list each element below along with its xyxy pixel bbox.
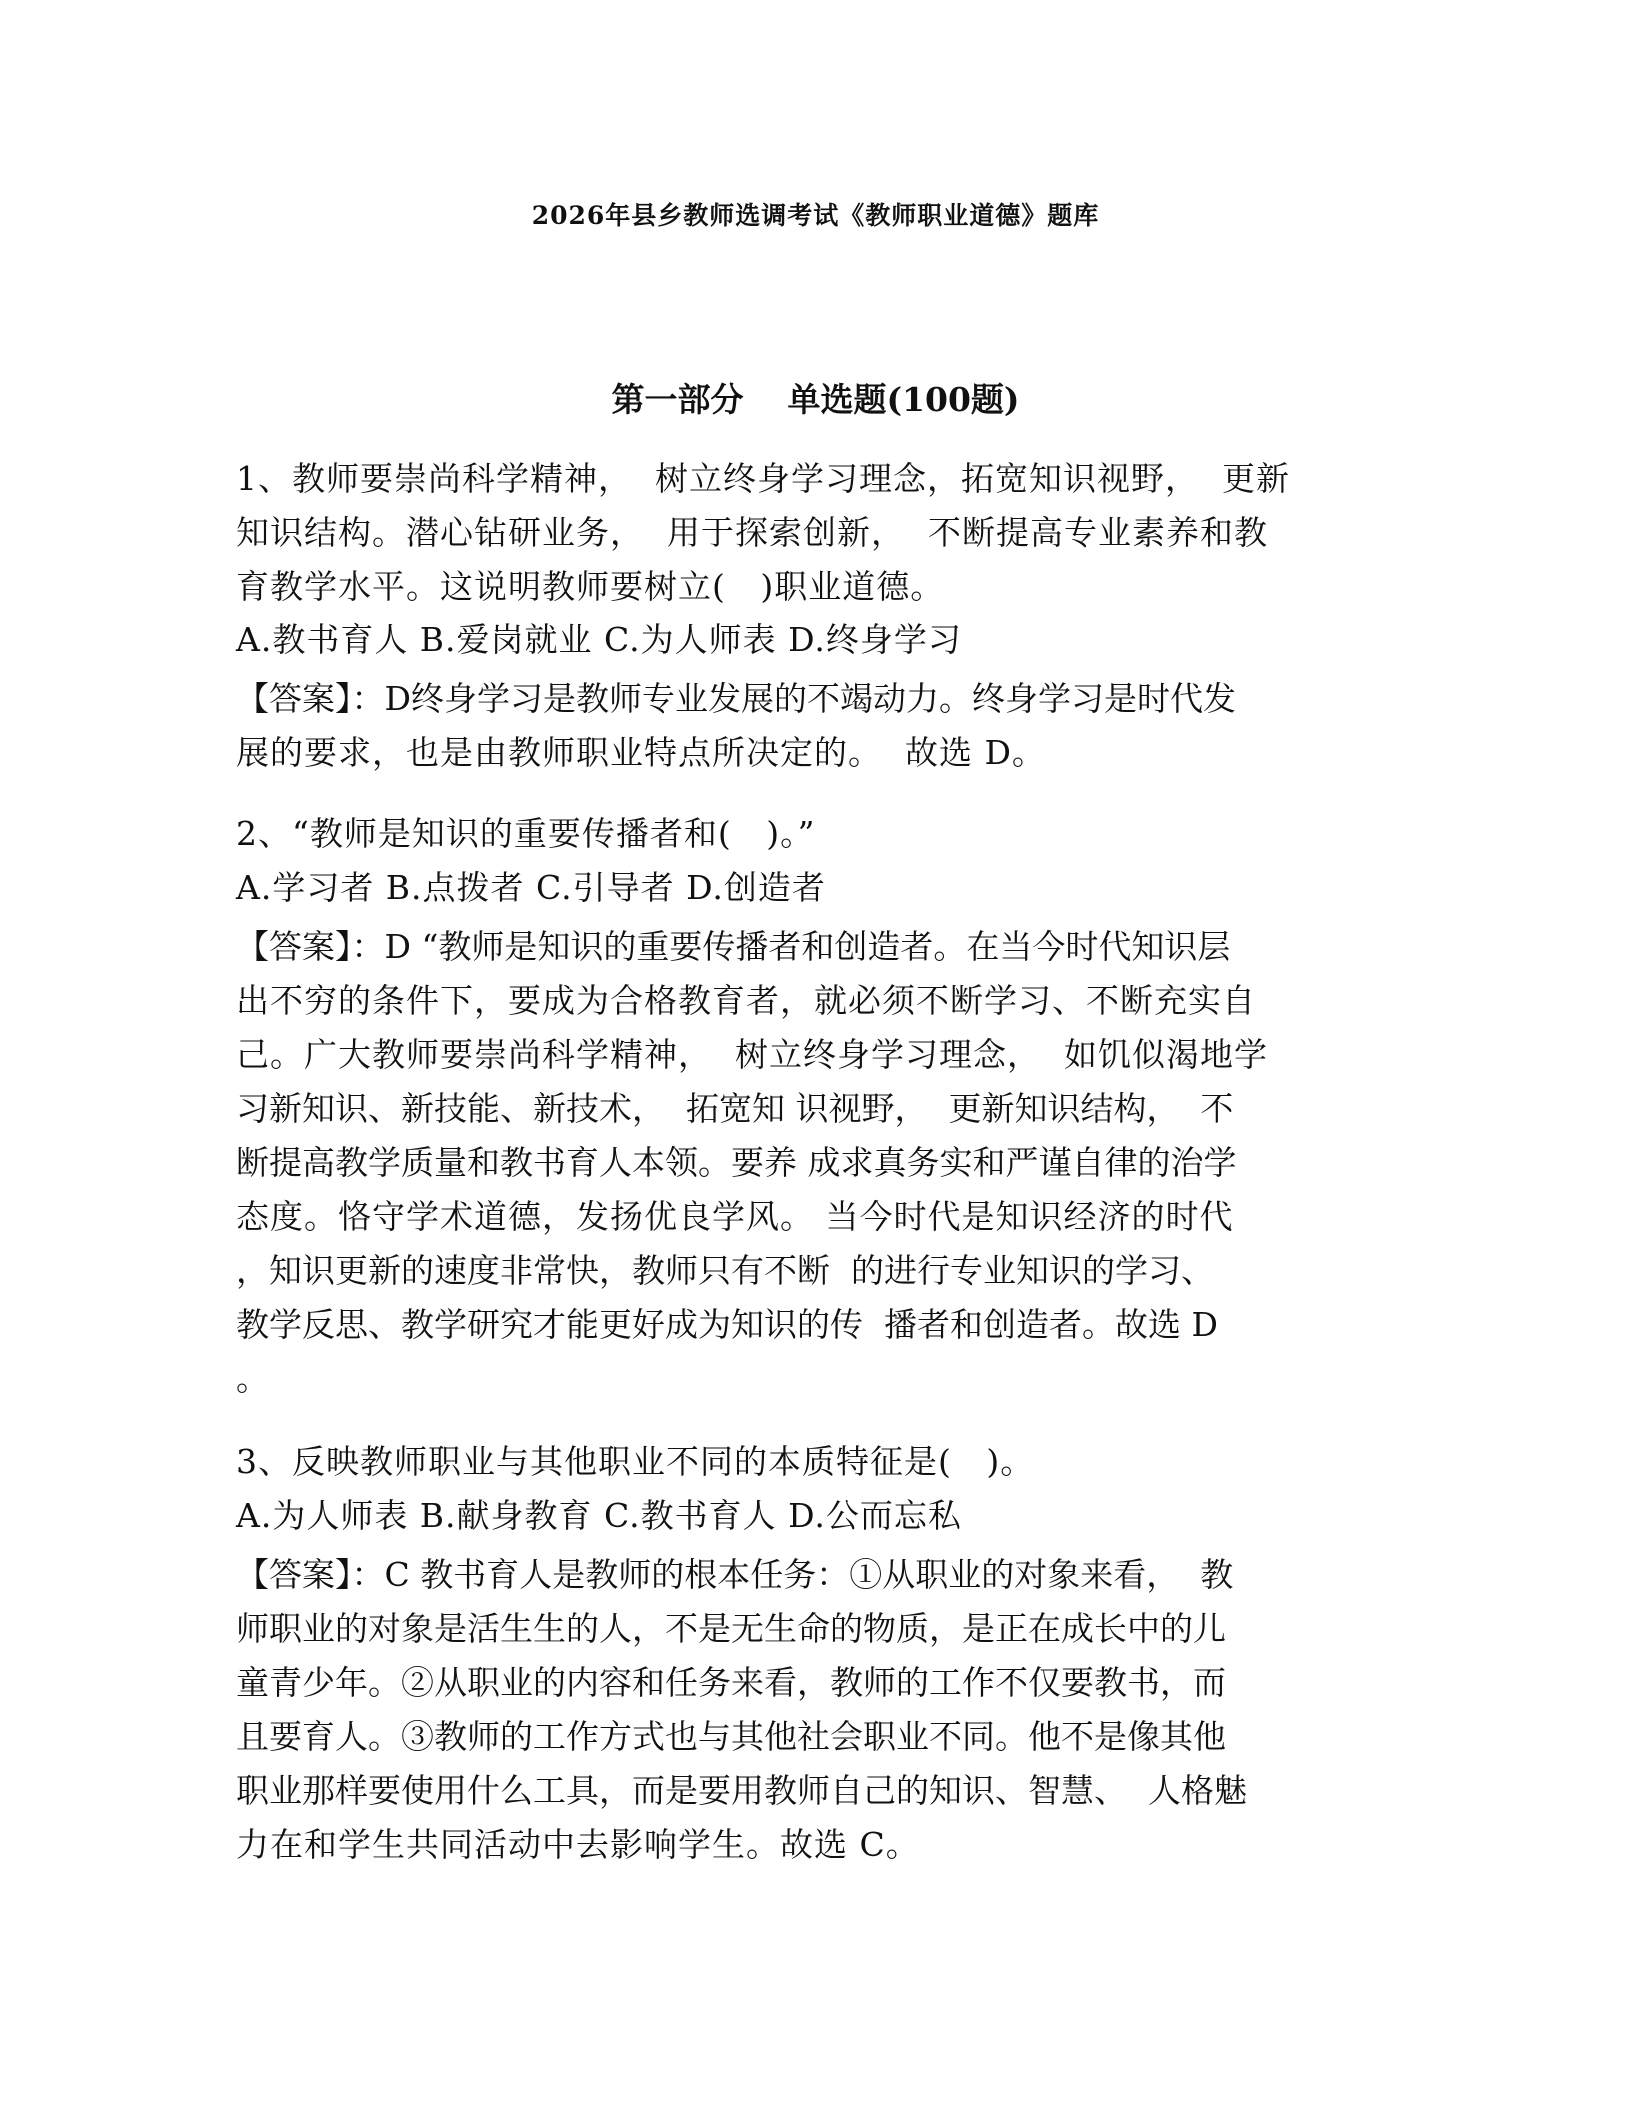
answer-line: 教学反思、教学研究才能更好成为知识的传 播者和创造者。故选 D: [236, 1305, 1218, 1344]
question-options: A.教书育人 B.爱岗就业 C.为人师表 D.终身学习: [236, 620, 962, 659]
answer-line: 出不穷的条件下，要成为合格教育者，就必须不断学习、不断充实自: [236, 981, 1256, 1020]
answer-line: 力在和学生共同活动中去影响学生。故选 C。: [236, 1825, 920, 1864]
answer-line: 展的要求，也是由教师职业特点所决定的。 故选 D。: [236, 733, 1046, 772]
answer-line: 【答案】：D “教师是知识的重要传播者和创造者。在当今时代知识层: [236, 927, 1231, 966]
answer-line: 且要育人。③教师的工作方式也与其他社会职业不同。他不是像其他: [236, 1717, 1226, 1756]
answer-line: ，知识更新的速度非常快，教师只有不断 的进行专业知识的学习、: [236, 1251, 1214, 1290]
section-heading: [0, 374, 1631, 421]
question-stem-line: 2、“教师是知识的重要传播者和( )。”: [236, 814, 816, 853]
answer-line: 己。广大教师要崇尚科学精神， 树立终身学习理念， 如饥似渴地学: [236, 1035, 1268, 1074]
section-name: 单选题(100题): [787, 380, 1020, 419]
question-stem-line: 1、教师要崇尚科学精神， 树立终身学习理念，拓宽知识视野， 更新: [236, 459, 1290, 498]
answer-line: 【答案】：D终身学习是教师专业发展的不竭动力。终身学习是时代发: [236, 679, 1236, 718]
answer-line: 职业那样要使用什么工具，而是要用教师自己的知识、智慧、 人格魅: [236, 1771, 1247, 1810]
answer-line: 童青少年。②从职业的内容和任务来看，教师的工作不仅要教书，而: [236, 1663, 1226, 1702]
document-title: 2026年县乡教师选调考试《教师职业道德》题库: [531, 201, 1100, 230]
answer-line: 【答案】：C 教书育人是教师的根本任务：①从职业的对象来看， 教: [236, 1555, 1234, 1594]
section-part: 第一部分: [611, 380, 744, 419]
question-options: A.学习者 B.点拨者 C.引导者 D.创造者: [236, 868, 826, 907]
answer-line: 师职业的对象是活生生的人，不是无生命的物质，是正在成长中的儿: [236, 1609, 1226, 1648]
question-stem-line: 3、反映教师职业与其他职业不同的本质特征是( )。: [236, 1442, 1035, 1481]
answer-line: 态度。恪守学术道德，发扬优良学风。 当今时代是知识经济的时代: [236, 1197, 1234, 1236]
answer-line: 。: [236, 1359, 270, 1398]
answer-line: 习新知识、新技能、新技术， 拓宽知 识视野， 更新知识结构， 不: [236, 1089, 1234, 1128]
question-options: A.为人师表 B.献身教育 C.教书育人 D.公而忘私: [236, 1496, 962, 1535]
answer-line: 断提高教学质量和教书育人本领。要养 成求真务实和严谨自律的治学: [236, 1143, 1237, 1182]
question-stem-line: 育教学水平。这说明教师要树立( )职业道德。: [236, 567, 945, 606]
question-stem-line: 知识结构。潜心钻研业务， 用于探索创新， 不断提高专业素养和教: [236, 513, 1268, 552]
